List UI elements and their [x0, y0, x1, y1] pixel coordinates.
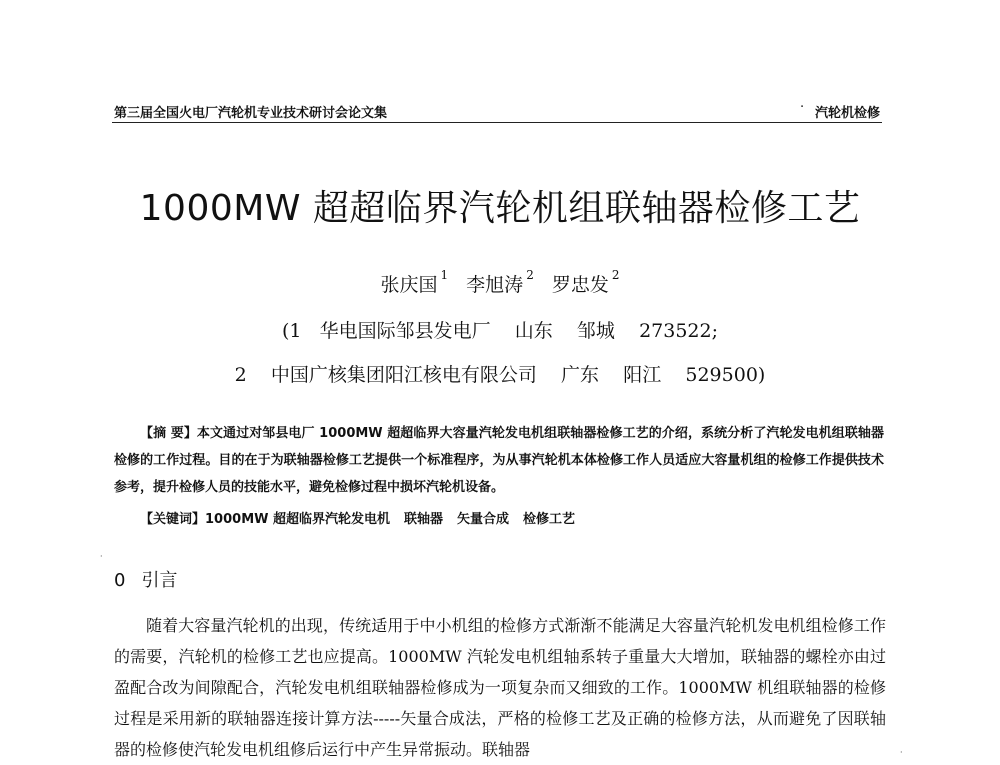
body-text	[114, 610, 886, 765]
author-name: 张庆国	[380, 274, 438, 296]
section-title: 引言	[141, 570, 178, 591]
keyword: 检修工艺	[523, 512, 576, 527]
author-affiliation-mark: 2	[526, 268, 534, 282]
affiliation-line-1: (1 华电国际邹县发电厂 山东 邹城 273522;	[281, 320, 719, 342]
body-paragraph: 随着大容量汽轮机的出现，传统适用于中小机组的检修方式渐渐不能满足大容量汽轮机发电机组检修工作的需要，汽轮机的检修工艺也应提高。1000MW 汽轮发电机组轴系转子重量大大增加，联轴器的螺栓亦由过盈配合改为间隙配合，汽轮发电机组联轴器检修成为一项复杂而又细致的工作。1000MW 机组联轴器的检修过程是采用新的联轴器连接计算方法-----矢量合成法，严格的检修工艺及正确的检修方法，从而避免了因联轴器的检修使汽轮发电机组修后运行中产生异常振动。联轴器	[114, 616, 886, 759]
abstract	[114, 420, 884, 501]
author	[552, 270, 620, 297]
author-name: 李旭涛	[466, 274, 524, 296]
abstract-label: 【摘 要】	[140, 426, 197, 441]
author	[380, 270, 448, 297]
author-name: 罗忠发	[551, 274, 609, 296]
abstract-paragraph	[114, 420, 884, 501]
author	[466, 270, 534, 297]
author-affiliation-mark: 2	[611, 268, 620, 282]
header-section-name: 汽轮机检修	[814, 106, 880, 121]
paper-title: 1000MW 超超临界汽轮机组联轴器检修工艺	[139, 188, 861, 229]
keyword: 矢量合成	[457, 512, 510, 527]
keyword: 1000MW 超超临界汽轮发电机	[205, 512, 390, 527]
header-separator-dot: ·	[800, 100, 805, 115]
scan-speck: ·	[100, 552, 103, 561]
abstract-text: 本文通过对邹县电厂 1000MW 超超临界大容量汽轮发电机组联轴器检修工艺的介绍，系统分析了汽轮发电机组联轴器检修的工作过程。目的在于为联轴器检修工艺提供一个标准程序，为从事汽轮机本体检修工作人员适应大容量机组的检修工作提供技术参考，提升检修人员的技能水平，避免检修过程中损坏汽轮机设备。	[114, 426, 884, 495]
keyword: 联轴器	[404, 512, 444, 527]
keywords-label: 【关键词】	[140, 512, 206, 527]
section-number: 0	[114, 570, 126, 591]
section-heading	[114, 566, 177, 592]
author-list	[0, 270, 1000, 297]
affiliation-line-2: 2 中国广核集团阳江核电有限公司 广东 阳江 529500)	[234, 364, 766, 386]
keywords	[140, 508, 589, 527]
running-header	[112, 98, 882, 123]
scan-speck: ·	[900, 748, 903, 757]
header-proceedings-title: 第三届全国火电厂汽轮机专业技术研讨会论文集	[114, 106, 388, 121]
author-affiliation-mark: 1	[440, 268, 449, 282]
